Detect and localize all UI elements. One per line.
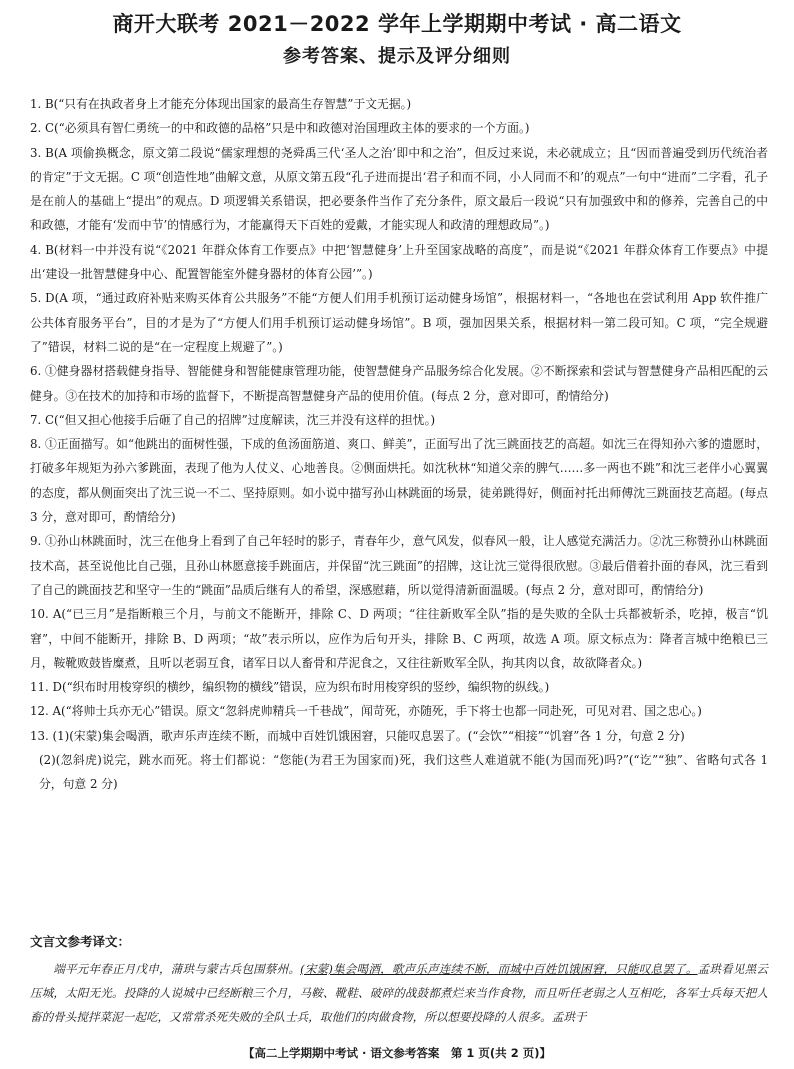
answer-item-1: 1. B(“只有在执政者身上才能充分体现出国家的最高生存智慧”于文无据。)	[30, 97, 412, 111]
page-footer: 【高二上学期期中考试 · 语文参考答案 第 1 页(共 2 页)】	[243, 1046, 551, 1060]
answer-item-8: 8. ①正面描写。如“他跳出的面树性强，下成的鱼汤面筋道、爽口、鲜美”，正面写出了沈三跳面技艺的高超。如沈三在得知孙六爹的遗愿时，打破多年规矩为孙六爹跳面，表现了他为人仗义、心地善良。②侧面烘托。如沈秋林“知道父亲的脾气……多一两也不跳”和沈三老伴小心翼翼的态度，都从侧面突出了沈三说一不二、坚持原则。如小说中描写孙山林跳面的场景，徒弟跳得好，侧面衬托出师傅沈三跳面技艺高超。(每点 3 分，意对即可，酌情给分)	[30, 437, 768, 525]
answer-item-4: 4. B(材料一中并没有说“《2021 年群众体育工作要点》中把‘智慧健身’上升至国家战略的高度”，而是说“《2021 年群众体育工作要点》中提出‘建设一批智慧健身中心、配置智能室外健身器材的体育公园’”。)	[30, 242, 768, 282]
answer-item-11: 11. D(“织布时用梭穿织的横纱，编织物的横线”错误，应为织布时用梭穿织的竖纱，编织物的纵线。)	[30, 680, 550, 695]
translation-text-before: 端平元年春正月戊申，蒲珙与蒙古兵包围蔡州。	[53, 962, 301, 976]
answer-item-13-1: 13. (1)(宋蒙)集会喝酒，歌声乐声连续不断，而城中百姓饥饿困窘，只能叹息罢了。(“会饮”“相接”“饥窘”各 1 分，句意 2 分)	[30, 728, 685, 743]
page-subtitle: 参考答案、提示及评分细则	[283, 46, 511, 67]
answer-item-3: 3. B(A 项偷换概念，原文第二段说“儒家理想的尧舜禹三代‘圣人之治’即中和之治”，但反过来说，未必就成立；且“因而普遍受到历代统治者的肯定”于文无据。C 项“创造性地”曲解文意，从原文第五段“孔子进而提出‘君子和而不同，小人同而不和’的观点”一句中“进而”二字看，孔子是在前人的基础上“提出”的观点。D 项逻辑关系错误，把必要条件当作了充分条件，原文最后一段说“只有加强致中和的修养，完善自己的中和政德，才能有‘发而中节’的情感行为，才能赢得天下百姓的爱戴，才能实现人和政清的理想政局”。)	[30, 145, 768, 233]
answer-item-2: 2. C(“必须具有智仁勇统一的中和政德的品格”只是中和政德对治国理政主体的要求的一个方面。)	[30, 121, 530, 136]
answer-item-10: 10. A(“已三月”是指断粮三个月，与前文不能断开，排除 C、D 两项；“往往新败军全队”指的是失败的全队士兵都被斩杀，吃掉，极言“饥窘”，中间不能断开，排除 B、D 两项；“故”表示所以，应作为后句开头，排除 B、C 两项，故选 A 项。原文标点为：降者言城中绝粮已三月，鞍靴败鼓皆糜煮，且听以老弱互食，诸军日以人畜骨和芹泥食之，又往往新败军全队，拘其肉以食，故欲降者众。)	[30, 607, 768, 670]
answer-item-7: 7. C(“但又担心他接手后砸了自己的招牌”过度解读，沈三并没有这样的担忧。)	[30, 412, 436, 427]
translation-heading: 文言文参考译文：	[30, 934, 131, 949]
translation-text-after: 孟珙看见黑云压城，太阳无光。投降的人说城中已经断粮三个月，马鞍、靴鞋、破碎的战鼓都煮烂来当作食物，而且听任老弱之人互相吃，各军士兵每天把人畜的骨头搅拌菜泥一起吃，又常常杀死失败的全队士兵，取他们的肉做食物，所以想要投降的人很多。孟珙于	[30, 962, 768, 1024]
translation-text-underlined: (宋蒙)集会喝酒，歌声乐声连续不断，而城中百姓饥饿困窘，只能叹息罢了。	[300, 962, 698, 976]
answer-item-9: 9. ①孙山林跳面时，沈三在他身上看到了自己年轻时的影子，青春年少，意气风发，似春风一般，让人感觉充满活力。②沈三称赞孙山林跳面技术高，甚至说他比自己强，且孙山林愿意接手跳面店，并保留“沈三跳面”的招牌，这让沈三觉得很欣慰。③最后借着扑面的春风，沈三看到了自己的跳面技艺和坚守一生的“跳面”品质后继有人的希望，深感慰藉，所以觉得清新面温暖。(每点 2 分，意对即可，酌情给分)	[30, 534, 768, 597]
translation-paragraph	[30, 957, 768, 1029]
answer-item-13-2: (2)(忽斜虎)说完，跳水而死。将士们都说：“您能(为君王为国家而)死，我们这些人难道就不能(为国而死)吗?”(“讫”“独”、省略句式各 1 分，句意 2 分)	[39, 753, 768, 792]
answer-item-5: 5. D(A 项，“通过政府补贴来购买体育公共服务”不能“方便人们用手机预订运动健身场馆”，根据材料一，“各地也在尝试利用 App 软件推广公共体育服务平台”，目的才是为了“方便人们用手机预订运动健身场馆”。B 项，强加因果关系，根据材料一第二段可知。C 项，“完全规避了”错误，材料二说的是“在一定程度上规避了”。)	[30, 291, 768, 354]
answer-item-12: 12. A(“将帅士兵亦无心”错误。原文“忽斜虎帅精兵一千巷战”，闻苛死，亦随死，手下将士也都一同赴死，可见对君、国之忠心。)	[30, 704, 702, 719]
answer-item-6: 6. ①健身器材搭载健身指导、智能健身和智能健康管理功能，使智慧健身产品服务综合化发展。②不断探索和尝试与智慧健身产品相匹配的云健身。③在技术的加持和市场的监督下，不断提高智慧健身产品的使用价值。(每点 2 分，意对即可，酌情给分)	[30, 364, 768, 403]
answer-list	[30, 92, 768, 797]
page-title: 商开大联考 2021－2022 学年上学期期中考试 · 高二语文	[112, 12, 682, 36]
